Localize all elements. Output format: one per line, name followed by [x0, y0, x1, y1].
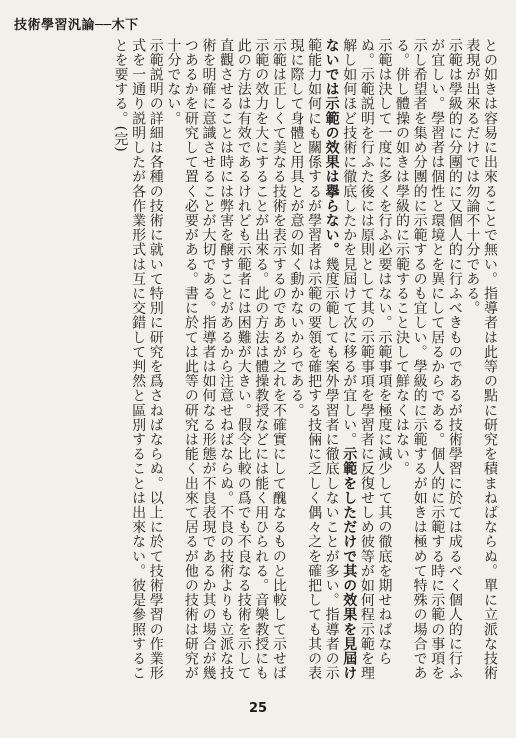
- paragraph: 示範は正しくて美なる技術を表示するのであるが之れを不確實にして醜なるものと比較して示せば示範の效力を大にすることが出來る。此の方法は體操教授などには能く用ひられる。音樂教授にも此の方法は有效であるけれども示範者には困難が大きい。假令比較の爲でも不良なる技術を示して直觀させることは時には弊害を醸すことがあるから注意せねばならぬ。不良の技術よりも立派な技術を明確に意識させることが大切である。指導者は如何なる形態が不良表現であるか其の場合が幾つあるかを研究して置く必要がある。書に於ては此等の研究は能く出來て居るが他の技術は研究が十分でない。: [165, 38, 287, 681]
- paragraph: 示範説明の詳細は各種の技術に就いて特別に研究を爲さねばならぬ。以上に於て技術學習の作業形式を一通り説明したが各作業形式は互に交錯して判然と區別することは出來ない。彼是參照することを要する。(完): [112, 38, 164, 681]
- paragraph: との如きは容易に出來ることで無い。指導者は此等の點に研究を積まねばならぬ。單に立派な技術表現が出來るだけでは勿論不十分である。: [464, 38, 498, 681]
- running-head: 技術學習汎論──木下: [14, 18, 139, 33]
- paragraph: [287, 38, 393, 688]
- page-number: 25: [248, 701, 268, 716]
- paragraph-text: 案外學習者に徹底しないことが多い。指導者の示範能力如何にも關係するが學習者は示範の要領を確把する技倆に乏しく偶々之を確把しても其の表現に際して身體と用具とが意の如く動かないからである。: [288, 38, 340, 681]
- paragraph-text: 示範は決して一度に多くを行ふ必要はない。示範事項を極度に減少して其の徹底を期せねばならぬ。示範説明を行ふた後には原則として其の示範事項を學習者に反復せしめ彼等が如何程示範を理解し如何ほど技術に徹底したかを見屆けて次に移るが宜しい。: [341, 38, 393, 681]
- paragraph-text: 幾度示範しても: [323, 257, 340, 360]
- paragraph: 示範は學級的に分團的に又個人的に行ふべきものであるが技術學習に於ては成るべく個人的に行ふが宜しい。學習者は個性と環境とを異にして居るからである。個人的に示範する時に示範の事項を示し希望者を集め分團的に示範するのも宜しい。學級的に示範するが如きは極めて特殊の場合である。併し體操の如きは學級的に示範すること決して鮮なくはない。: [394, 38, 463, 681]
- emphasized-sentence: 示範をしただけで其の效果を見屆けないでは示範の效果は擧らない。: [323, 38, 358, 681]
- body-text: [28, 38, 498, 688]
